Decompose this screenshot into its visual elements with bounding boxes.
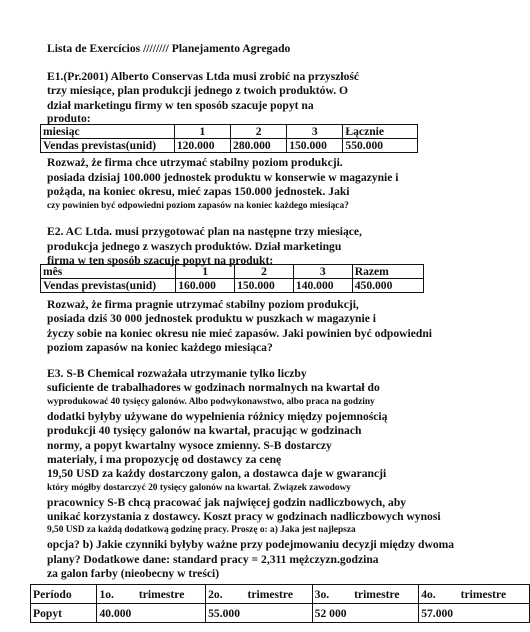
table-cell: Vendas previstas(unid) [41, 139, 175, 153]
table-row [41, 139, 418, 153]
e2-line-1: E2. AC Ltda. musi przygotować plan na następne trzy miesiące, [47, 225, 362, 238]
e1-line-2: trzy miesiące, plan produkcji jednego z twoich produktów. O [47, 84, 349, 97]
period-label: trimestre [138, 587, 185, 601]
table-cell: 280.000 [231, 139, 287, 153]
e3-line-3: wyprodukować 40 tysięcy galonów. Albo podwykonawstwo, albo praca na godziny [47, 397, 375, 407]
table-cell: 120.000 [174, 139, 230, 153]
period-ordinal: 3o. [314, 587, 330, 601]
table-cell: miesiąc [41, 125, 175, 139]
table-row [31, 604, 530, 623]
table-cell: mês [41, 265, 176, 279]
e3-line-15: za galon farby (nieobecny w treści) [47, 567, 220, 580]
table-cell: 550.000 [343, 139, 418, 153]
table-cell: Popyt [31, 604, 97, 623]
table-cell: 55.000 [206, 604, 313, 623]
table-cell: 450.000 [352, 279, 423, 293]
table-cell: 40.000 [97, 604, 206, 623]
table-cell: 3 [293, 265, 352, 279]
e2-line-2: produkcja jednego z waszych produktów. Dział marketingu [47, 240, 342, 253]
e3-line-12: 9,50 USD za każdą dodatkową godzinę pracy. Proszę o: a) Jaka jest najlepsza [47, 525, 356, 535]
table-cell: 1 [174, 125, 230, 139]
e2-after-2: posiada dziś 30 000 jednostek produktu w puszkach w magazynie i [47, 312, 376, 325]
period-label: trimestre [247, 587, 294, 601]
period-label: trimestre [354, 587, 400, 601]
e3-line-10: pracownicy S-B chcą pracować jak najwięcej godzin nadliczbowych, aby [47, 496, 407, 509]
e1-line-4: produto: [47, 112, 91, 125]
e3-line-11: unikać korzystania z dostawcy. Koszt pracy w godzinach nadliczbowych wynosi [47, 510, 441, 523]
table-cell: 140.000 [293, 279, 352, 293]
table-cell: 52 000 [312, 604, 419, 623]
table-cell: Vendas previstas(unid) [41, 279, 176, 293]
table-row [41, 279, 424, 293]
e3-line-7: materiały, i ma propozycję od dostawcy za cenę [47, 453, 282, 466]
e1-line-3: dział marketingu firmy w ten sposób szacuje popyt na [47, 99, 314, 112]
e1-question: czy powinien być odpowiedni poziom zapasów na koniec każdego miesiąca? [47, 201, 349, 211]
e3-line-14: plany? Dodatkowe dane: standard pracy = 2,311 mężczyzn.godzina [47, 553, 379, 566]
table-cell [97, 585, 206, 604]
e1-line-1: E1.(Pr.2001) Alberto Conservas Ltda musi zrobić na przyszłość [47, 70, 360, 83]
period-label: trimestre [460, 587, 507, 601]
e1-after-3: pożąda, na koniec okresu, mieć zapas 150.000 jednostek. Jaki [47, 185, 350, 198]
period-ordinal: 2o. [208, 587, 223, 601]
e2-after-3: życzy sobie na koniec okresu nie mieć zapasów. Jaki powinien być odpowiedni [47, 327, 432, 340]
table-cell: 160.000 [176, 279, 235, 293]
e2-after-1: Rozważ, że firma pragnie utrzymać stabilny poziom produkcji, [47, 298, 359, 311]
table-cell: Łącznie [343, 125, 418, 139]
table-cell: 150.000 [287, 139, 343, 153]
e3-line-4: dodatki byłyby używane do wypełnienia różnicy między pojemnością [47, 410, 388, 423]
e3-line-13: opcja? b) Jakie czynniki byłyby ważne przy podejmowaniu decyzji między dwoma [47, 538, 455, 551]
table-header-row [41, 265, 424, 279]
table-cell [206, 585, 313, 604]
table-cell [419, 585, 530, 604]
e3-line-1: E3. S-B Chemical rozważała utrzymanie tylko liczby [47, 367, 307, 380]
table-cell: Período [31, 585, 97, 604]
table-cell: 2 [231, 125, 287, 139]
table-cell: Razem [352, 265, 423, 279]
e2-line-3: firma w ten sposób szacuje popyt na produkt: [47, 254, 274, 267]
e1-after-1: Rozważ, że firma chce utrzymać stabilny poziom produkcji. [47, 156, 343, 169]
table-cell: 150.000 [235, 279, 294, 293]
e1-demand-table [40, 124, 418, 153]
period-ordinal: 4o. [421, 587, 436, 601]
table-cell: 57.000 [419, 604, 530, 623]
e3-demand-table [30, 584, 530, 623]
e2-after-4: poziom zapasów na koniec każdego miesiąca? [47, 341, 273, 354]
e2-demand-table [40, 264, 424, 293]
e1-after-2: posiada dzisiaj 100.000 jednostek produktu w konserwie w magazynie i [47, 171, 399, 184]
e3-line-2: suficiente de trabalhadores w godzinach normalnych na kwartał do [47, 381, 380, 394]
period-ordinal: 1o. [99, 587, 114, 601]
e3-line-8: 19,50 USD za każdy dostarczony galon, a dostawca daje w gwarancji [47, 467, 387, 480]
e3-line-6: normy, a popyt kwartalny wysoce zmienny. S-B dostarczy [47, 439, 332, 452]
table-cell [312, 585, 419, 604]
document-title: Lista de Exercícios //////// Planejamento Agregado [47, 42, 291, 55]
table-cell: 1 [176, 265, 235, 279]
e3-table-clip [28, 584, 507, 632]
table-cell: 2 [235, 265, 294, 279]
table-header-row [41, 125, 418, 139]
table-header-row [31, 585, 530, 604]
table-cell: 3 [287, 125, 343, 139]
e3-line-9: który mógłby dostarczyć 20 tysięcy galonów na kwartał. Związek zawodowy [47, 483, 351, 493]
e3-line-5: produkcji 40 tysięcy galonów na kwartał, pracując w godzinach [47, 424, 362, 437]
